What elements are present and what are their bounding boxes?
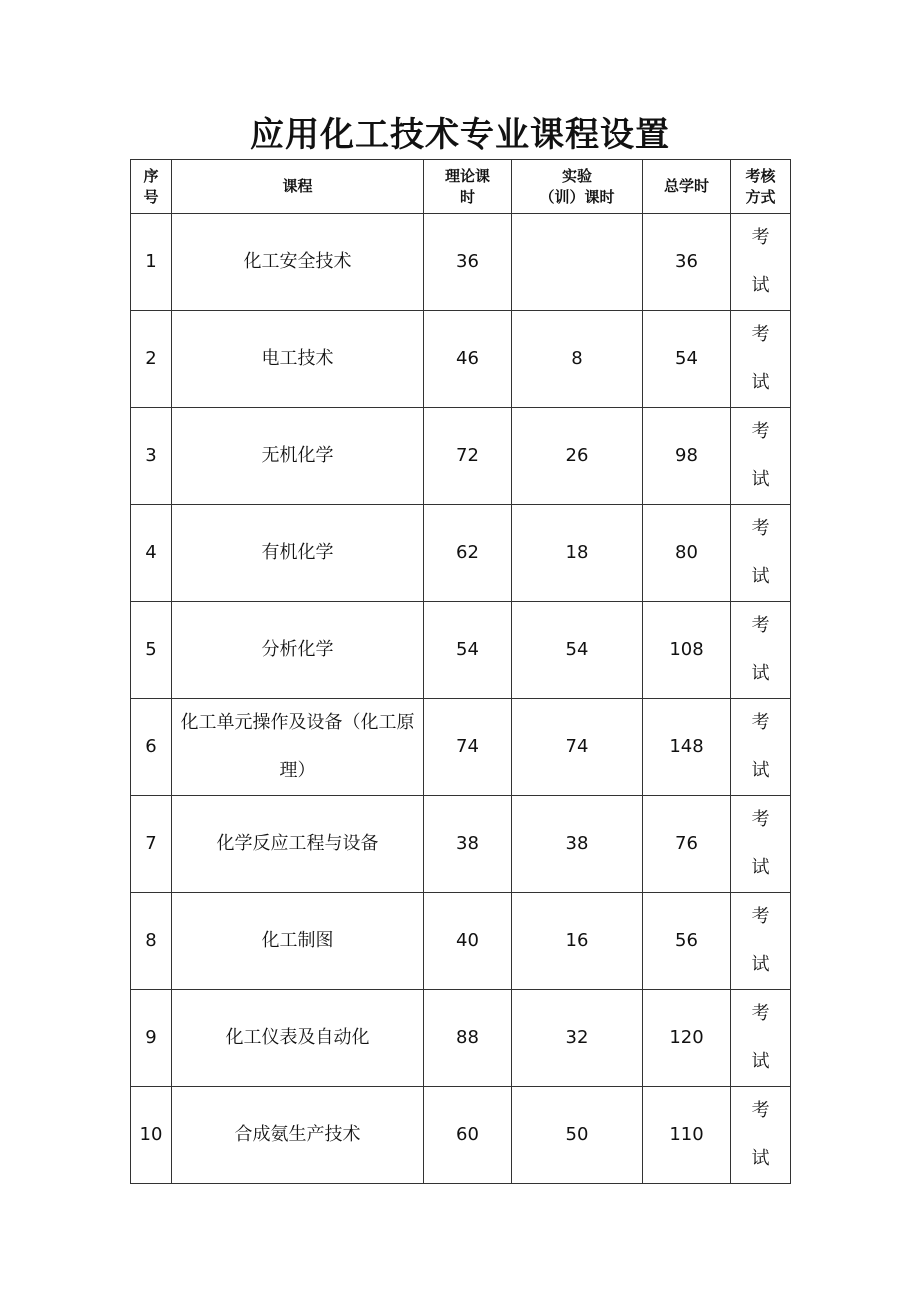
cell-exam bbox=[731, 214, 791, 311]
cell-course: 无机化学 bbox=[172, 408, 424, 505]
page-title: 应用化工技术专业课程设置 bbox=[250, 115, 670, 155]
cell-exam-line2: 试 bbox=[751, 954, 770, 975]
cell-total: 110 bbox=[643, 1087, 731, 1184]
cell-exam-line2: 试 bbox=[751, 566, 770, 587]
cell-exam-line2: 试 bbox=[751, 275, 770, 296]
cell-exam bbox=[731, 505, 791, 602]
cell-theory: 88 bbox=[424, 990, 512, 1087]
cell-practice: 32 bbox=[512, 990, 643, 1087]
table-row bbox=[131, 505, 791, 602]
table-row bbox=[131, 1087, 791, 1184]
cell-exam-line2: 试 bbox=[751, 760, 770, 781]
cell-theory: 72 bbox=[424, 408, 512, 505]
cell-practice bbox=[512, 214, 643, 311]
header-index bbox=[131, 160, 172, 214]
cell-theory: 36 bbox=[424, 214, 512, 311]
cell-practice: 8 bbox=[512, 311, 643, 408]
cell-exam-line1: 考 bbox=[751, 324, 770, 345]
cell-theory: 38 bbox=[424, 796, 512, 893]
cell-index: 5 bbox=[131, 602, 172, 699]
table-row bbox=[131, 796, 791, 893]
cell-practice: 18 bbox=[512, 505, 643, 602]
table-row bbox=[131, 893, 791, 990]
table-row bbox=[131, 311, 791, 408]
cell-theory: 54 bbox=[424, 602, 512, 699]
cell-practice: 50 bbox=[512, 1087, 643, 1184]
cell-theory: 74 bbox=[424, 699, 512, 796]
cell-exam-line1: 考 bbox=[751, 1003, 770, 1024]
cell-exam-line2: 试 bbox=[751, 663, 770, 684]
cell-exam-line2: 试 bbox=[751, 372, 770, 393]
header-index-line1: 序 bbox=[143, 166, 159, 185]
cell-index: 4 bbox=[131, 505, 172, 602]
header-exam-line2: 方式 bbox=[745, 187, 776, 206]
cell-course: 化工制图 bbox=[172, 893, 424, 990]
cell-course: 有机化学 bbox=[172, 505, 424, 602]
table-row bbox=[131, 990, 791, 1087]
cell-exam-line1: 考 bbox=[751, 518, 770, 539]
cell-exam-line2: 试 bbox=[751, 469, 770, 490]
cell-course: 化工单元操作及设备（化工原理） bbox=[172, 699, 424, 796]
cell-total: 108 bbox=[643, 602, 731, 699]
header-index-line2: 号 bbox=[143, 187, 159, 206]
cell-index: 1 bbox=[131, 214, 172, 311]
cell-exam-line1: 考 bbox=[751, 712, 770, 733]
cell-theory: 40 bbox=[424, 893, 512, 990]
cell-exam bbox=[731, 796, 791, 893]
cell-theory: 46 bbox=[424, 311, 512, 408]
table-row bbox=[131, 214, 791, 311]
cell-total: 76 bbox=[643, 796, 731, 893]
cell-exam-line1: 考 bbox=[751, 227, 770, 248]
cell-practice: 38 bbox=[512, 796, 643, 893]
header-theory-line1: 理论课 bbox=[444, 166, 490, 185]
cell-exam-line1: 考 bbox=[751, 1100, 770, 1121]
cell-total: 148 bbox=[643, 699, 731, 796]
cell-index: 10 bbox=[131, 1087, 172, 1184]
header-exam-method bbox=[731, 160, 791, 214]
cell-practice: 54 bbox=[512, 602, 643, 699]
cell-exam bbox=[731, 311, 791, 408]
cell-course: 电工技术 bbox=[172, 311, 424, 408]
cell-index: 2 bbox=[131, 311, 172, 408]
cell-exam-line2: 试 bbox=[751, 857, 770, 878]
cell-exam-line1: 考 bbox=[751, 615, 770, 636]
cell-exam bbox=[731, 990, 791, 1087]
cell-course: 化学反应工程与设备 bbox=[172, 796, 424, 893]
cell-practice: 16 bbox=[512, 893, 643, 990]
header-practice-line1: 实验 bbox=[561, 166, 592, 185]
cell-course: 化工安全技术 bbox=[172, 214, 424, 311]
cell-course: 化工仪表及自动化 bbox=[172, 990, 424, 1087]
cell-index: 8 bbox=[131, 893, 172, 990]
cell-exam-line1: 考 bbox=[751, 421, 770, 442]
cell-index: 9 bbox=[131, 990, 172, 1087]
cell-theory: 60 bbox=[424, 1087, 512, 1184]
cell-exam-line1: 考 bbox=[751, 906, 770, 927]
cell-exam-line2: 试 bbox=[751, 1148, 770, 1169]
cell-exam-line1: 考 bbox=[751, 809, 770, 830]
cell-total: 80 bbox=[643, 505, 731, 602]
header-exam-line1: 考核 bbox=[745, 166, 776, 185]
cell-index: 6 bbox=[131, 699, 172, 796]
cell-exam bbox=[731, 893, 791, 990]
header-total-hours: 总学时 bbox=[643, 160, 731, 214]
cell-exam bbox=[731, 1087, 791, 1184]
header-theory-line2: 时 bbox=[459, 187, 475, 206]
course-table bbox=[130, 159, 791, 1184]
header-practice-hours bbox=[512, 160, 643, 214]
cell-exam-line2: 试 bbox=[751, 1051, 770, 1072]
table-header-row bbox=[131, 160, 791, 214]
cell-total: 56 bbox=[643, 893, 731, 990]
table-row bbox=[131, 408, 791, 505]
cell-total: 120 bbox=[643, 990, 731, 1087]
cell-theory: 62 bbox=[424, 505, 512, 602]
header-practice-line2: （训）课时 bbox=[539, 187, 615, 206]
cell-total: 54 bbox=[643, 311, 731, 408]
cell-total: 36 bbox=[643, 214, 731, 311]
cell-practice: 26 bbox=[512, 408, 643, 505]
cell-index: 3 bbox=[131, 408, 172, 505]
table-row bbox=[131, 602, 791, 699]
cell-exam bbox=[731, 699, 791, 796]
cell-total: 98 bbox=[643, 408, 731, 505]
cell-exam bbox=[731, 408, 791, 505]
cell-practice: 74 bbox=[512, 699, 643, 796]
cell-index: 7 bbox=[131, 796, 172, 893]
header-theory-hours bbox=[424, 160, 512, 214]
cell-course: 分析化学 bbox=[172, 602, 424, 699]
cell-course: 合成氨生产技术 bbox=[172, 1087, 424, 1184]
table-row bbox=[131, 699, 791, 796]
header-course: 课程 bbox=[172, 160, 424, 214]
cell-exam bbox=[731, 602, 791, 699]
